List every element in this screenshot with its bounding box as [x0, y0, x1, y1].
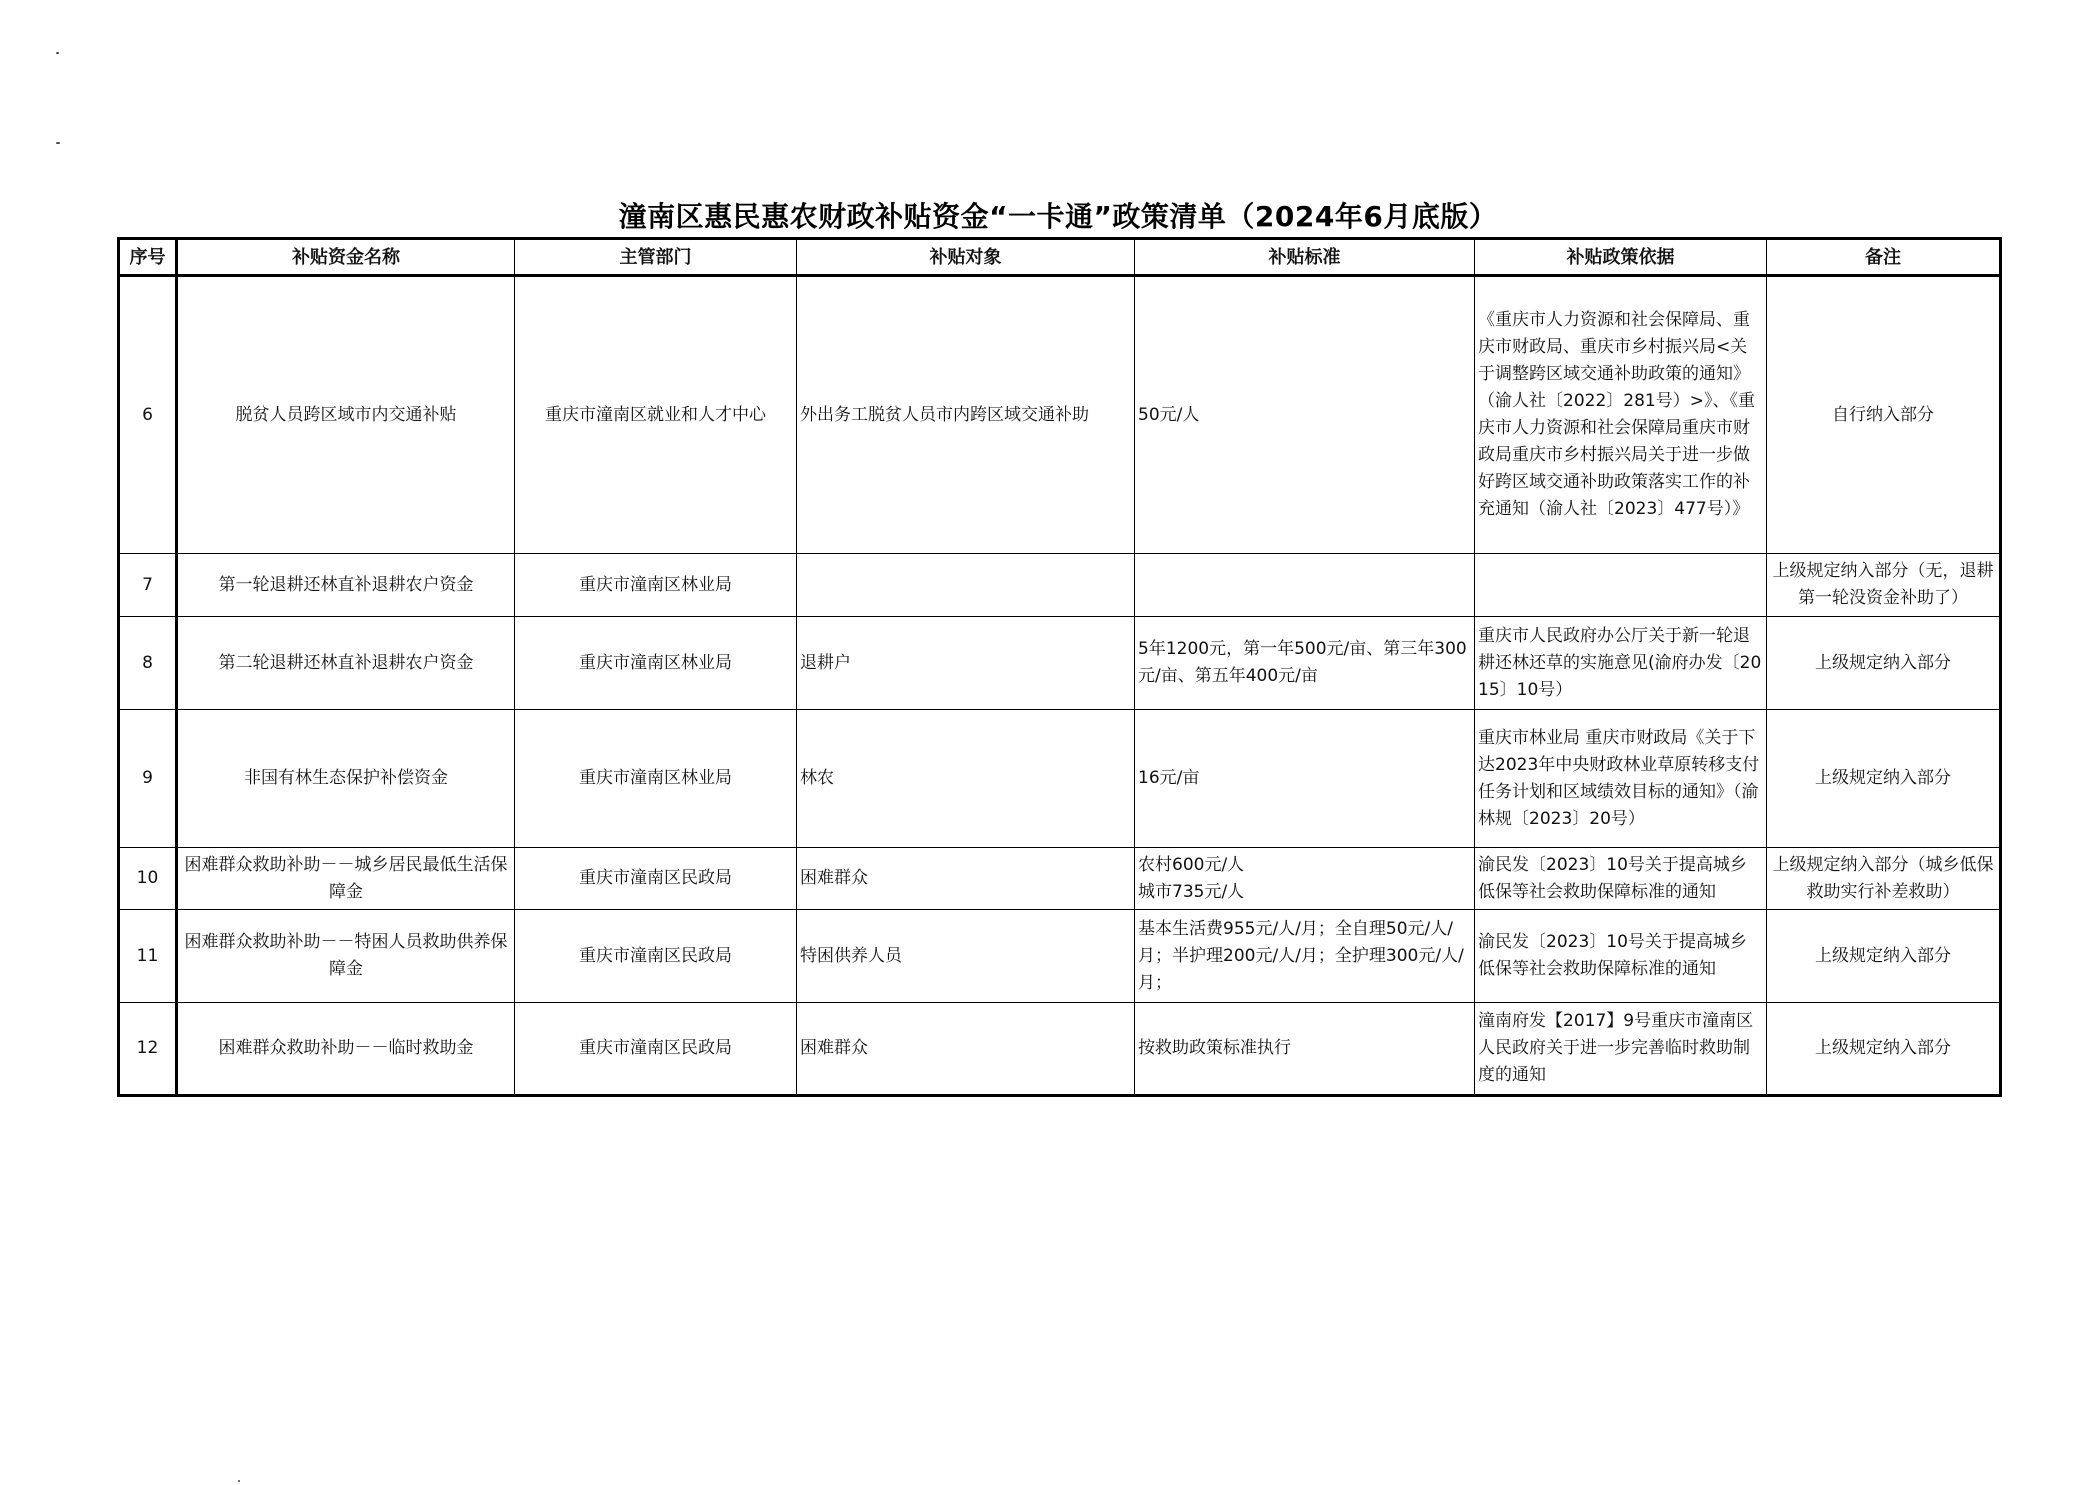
scan-speck [238, 1480, 240, 1482]
cell-remark: 上级规定纳入部分（无，退耕第一轮没资金补助了） [1767, 554, 2001, 617]
header-target: 补贴对象 [797, 239, 1135, 276]
cell-target: 困难群众 [797, 848, 1135, 910]
cell-standard: 农村600元/人 城市735元/人 [1135, 848, 1475, 910]
document-title: 潼南区惠民惠农财政补贴资金“一卡通”政策清单（2024年6月底版） [618, 200, 1498, 233]
cell-dept: 重庆市潼南区民政局 [515, 848, 797, 910]
table-row [119, 910, 2001, 1003]
cell-dept: 重庆市潼南区民政局 [515, 1003, 797, 1096]
cell-dept: 重庆市潼南区就业和人才中心 [515, 276, 797, 554]
cell-basis: 重庆市人民政府办公厅关于新一轮退耕还林还草的实施意见(渝府办发〔2015〕10号） [1475, 617, 1767, 710]
cell-target: 外出务工脱贫人员市内跨区域交通补助 [797, 276, 1135, 554]
table-row [119, 1003, 2001, 1096]
header-remark: 备注 [1767, 239, 2001, 276]
cell-seq: 6 [119, 276, 177, 554]
scan-speck [56, 142, 60, 144]
cell-seq: 11 [119, 910, 177, 1003]
cell-standard: 5年1200元，第一年500元/亩、第三年300元/亩、第五年400元/亩 [1135, 617, 1475, 710]
table-row [119, 848, 2001, 910]
cell-remark: 上级规定纳入部分（城乡低保救助实行补差救助） [1767, 848, 2001, 910]
cell-name: 非国有林生态保护补偿资金 [177, 710, 515, 848]
cell-basis: 渝民发〔2023〕10号关于提高城乡低保等社会救助保障标准的通知 [1475, 848, 1767, 910]
cell-basis: 《重庆市人力资源和社会保障局、重庆市财政局、重庆市乡村振兴局<关于调整跨区域交通补助政策的通知》（渝人社〔2022〕281号）>》、《重庆市人力资源和社会保障局重庆市财政局重庆市乡村振兴局关于进一步做好跨区域交通补助政策落实工作的补充通知（渝人社〔2023〕477号）》 [1475, 276, 1767, 554]
cell-basis [1475, 554, 1767, 617]
cell-target: 林农 [797, 710, 1135, 848]
cell-standard: 按救助政策标准执行 [1135, 1003, 1475, 1096]
table-header-row [119, 239, 2001, 276]
cell-standard: 16元/亩 [1135, 710, 1475, 848]
cell-target: 特困供养人员 [797, 910, 1135, 1003]
cell-standard [1135, 554, 1475, 617]
table-row [119, 710, 2001, 848]
cell-seq: 10 [119, 848, 177, 910]
header-basis: 补贴政策依据 [1475, 239, 1767, 276]
cell-target [797, 554, 1135, 617]
cell-name: 脱贫人员跨区域市内交通补贴 [177, 276, 515, 554]
header-standard: 补贴标准 [1135, 239, 1475, 276]
cell-standard: 50元/人 [1135, 276, 1475, 554]
cell-remark: 上级规定纳入部分 [1767, 910, 2001, 1003]
policy-table [117, 237, 2002, 1097]
header-name: 补贴资金名称 [177, 239, 515, 276]
cell-standard: 基本生活费955元/人/月；全自理50元/人/月；半护理200元/人/月；全护理300元/人/月； [1135, 910, 1475, 1003]
cell-basis: 渝民发〔2023〕10号关于提高城乡低保等社会救助保障标准的通知 [1475, 910, 1767, 1003]
cell-name: 困难群众救助补助－－临时救助金 [177, 1003, 515, 1096]
cell-name: 困难群众救助补助－－城乡居民最低生活保障金 [177, 848, 515, 910]
cell-target: 退耕户 [797, 617, 1135, 710]
header-dept: 主管部门 [515, 239, 797, 276]
cell-name: 第二轮退耕还林直补退耕农户资金 [177, 617, 515, 710]
cell-name: 困难群众救助补助－－特困人员救助供养保障金 [177, 910, 515, 1003]
cell-dept: 重庆市潼南区民政局 [515, 910, 797, 1003]
cell-name: 第一轮退耕还林直补退耕农户资金 [177, 554, 515, 617]
cell-remark: 自行纳入部分 [1767, 276, 2001, 554]
cell-remark: 上级规定纳入部分 [1767, 710, 2001, 848]
table-row [119, 554, 2001, 617]
cell-dept: 重庆市潼南区林业局 [515, 617, 797, 710]
table-row [119, 617, 2001, 710]
cell-seq: 12 [119, 1003, 177, 1096]
cell-basis: 重庆市林业局 重庆市财政局《关于下达2023年中央财政林业草原转移支付任务计划和区域绩效目标的通知》（渝林规〔2023〕20号） [1475, 710, 1767, 848]
table-row [119, 276, 2001, 554]
cell-seq: 9 [119, 710, 177, 848]
cell-seq: 8 [119, 617, 177, 710]
cell-remark: 上级规定纳入部分 [1767, 1003, 2001, 1096]
cell-dept: 重庆市潼南区林业局 [515, 710, 797, 848]
scan-speck [56, 52, 59, 54]
header-seq: 序号 [119, 239, 177, 276]
cell-remark: 上级规定纳入部分 [1767, 617, 2001, 710]
cell-dept: 重庆市潼南区林业局 [515, 554, 797, 617]
cell-seq: 7 [119, 554, 177, 617]
cell-basis: 潼南府发【2017】9号重庆市潼南区人民政府关于进一步完善临时救助制度的通知 [1475, 1003, 1767, 1096]
cell-target: 困难群众 [797, 1003, 1135, 1096]
